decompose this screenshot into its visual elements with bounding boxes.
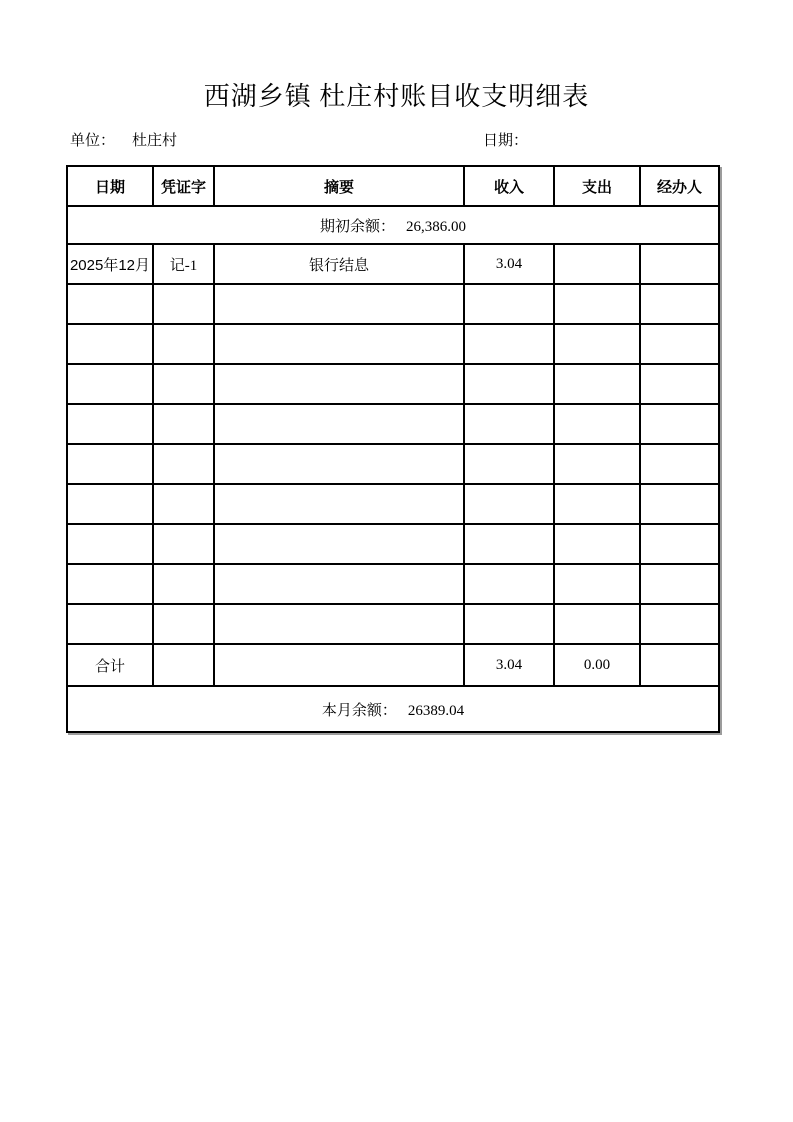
table-row: [67, 604, 719, 644]
cell-income: [464, 324, 554, 364]
cell-handler: [640, 364, 719, 404]
table-row: [67, 564, 719, 604]
cell-handler: [640, 484, 719, 524]
cell-voucher: [153, 524, 214, 564]
cell-voucher: [153, 364, 214, 404]
cell-date: 2025年12月: [67, 244, 153, 284]
closing-balance-label: 本月余额：: [321, 702, 397, 719]
date-label: 日期：: [483, 133, 529, 149]
cell-summary: [214, 284, 464, 324]
cell-handler: [640, 524, 719, 564]
cell-date: [67, 524, 153, 564]
cell-voucher: [153, 444, 214, 484]
total-label: 合计: [67, 644, 153, 686]
table-row: [67, 444, 719, 484]
cell-date: [67, 404, 153, 444]
cell-voucher: [153, 564, 214, 604]
table-row: [67, 404, 719, 444]
cell-income: [464, 364, 554, 404]
opening-balance-label: 期初余额：: [319, 218, 395, 235]
header-date: 日期: [67, 166, 153, 206]
cell-income: 3.04: [464, 244, 554, 284]
cell-expense: [554, 284, 640, 324]
cell-summary: 银行结息: [214, 244, 464, 284]
cell-expense: [554, 564, 640, 604]
page-title: 西湖乡镇 杜庄村账目收支明细表: [203, 82, 590, 111]
cell-handler: [640, 404, 719, 444]
cell-expense: [554, 604, 640, 644]
cell-voucher: [153, 404, 214, 444]
total-row: [67, 644, 719, 686]
cell-summary: [214, 444, 464, 484]
table-row: [67, 484, 719, 524]
cell-date: [67, 604, 153, 644]
total-handler-cell: [640, 644, 719, 686]
cell-date: [67, 284, 153, 324]
cell-summary: [214, 404, 464, 444]
cell-voucher: [153, 324, 214, 364]
cell-income: [464, 604, 554, 644]
cell-handler: [640, 604, 719, 644]
cell-summary: [214, 604, 464, 644]
cell-income: [464, 404, 554, 444]
cell-date: [67, 324, 153, 364]
unit-value: 杜庄村: [132, 133, 178, 149]
cell-income: [464, 444, 554, 484]
cell-voucher: [153, 484, 214, 524]
cell-summary: [214, 564, 464, 604]
meta-row: [0, 129, 793, 149]
cell-handler: [640, 324, 719, 364]
cell-expense: [554, 484, 640, 524]
cell-voucher: [153, 604, 214, 644]
cell-date: [67, 364, 153, 404]
header-summary: 摘要: [214, 166, 464, 206]
total-summary-cell: [214, 644, 464, 686]
cell-summary: [214, 524, 464, 564]
cell-income: [464, 564, 554, 604]
table-row: [67, 524, 719, 564]
ledger-table: [66, 165, 720, 733]
cell-expense: [554, 364, 640, 404]
header-voucher: 凭证字: [153, 166, 214, 206]
unit-label: 单位：: [70, 133, 116, 149]
opening-balance-row: [67, 206, 719, 244]
opening-balance-value: 26,386.00: [406, 218, 466, 235]
closing-balance-row: [67, 686, 719, 732]
table-row: [67, 244, 719, 284]
cell-date: [67, 564, 153, 604]
total-income-value: 3.04: [464, 644, 554, 686]
closing-balance-cell: [67, 686, 719, 732]
table-header-row: [67, 166, 719, 206]
cell-handler: [640, 564, 719, 604]
header-handler: 经办人: [640, 166, 719, 206]
closing-balance-value: 26389.04: [407, 702, 465, 719]
total-voucher-cell: [153, 644, 214, 686]
opening-balance-cell: [67, 206, 719, 244]
cell-expense: [554, 444, 640, 484]
cell-voucher: [153, 284, 214, 324]
table-row: [67, 284, 719, 324]
cell-handler: [640, 284, 719, 324]
cell-income: [464, 524, 554, 564]
cell-income: [464, 484, 554, 524]
table-row: [67, 324, 719, 364]
cell-handler: [640, 244, 719, 284]
header-income: 收入: [464, 166, 554, 206]
cell-handler: [640, 444, 719, 484]
cell-expense: [554, 324, 640, 364]
cell-income: [464, 284, 554, 324]
total-expense-value: 0.00: [554, 644, 640, 686]
cell-voucher: 记-1: [153, 244, 214, 284]
cell-expense: [554, 404, 640, 444]
cell-summary: [214, 324, 464, 364]
cell-expense: [554, 244, 640, 284]
header-expense: 支出: [554, 166, 640, 206]
cell-date: [67, 484, 153, 524]
table-row: [67, 364, 719, 404]
cell-summary: [214, 484, 464, 524]
cell-summary: [214, 364, 464, 404]
cell-expense: [554, 524, 640, 564]
cell-date: [67, 444, 153, 484]
